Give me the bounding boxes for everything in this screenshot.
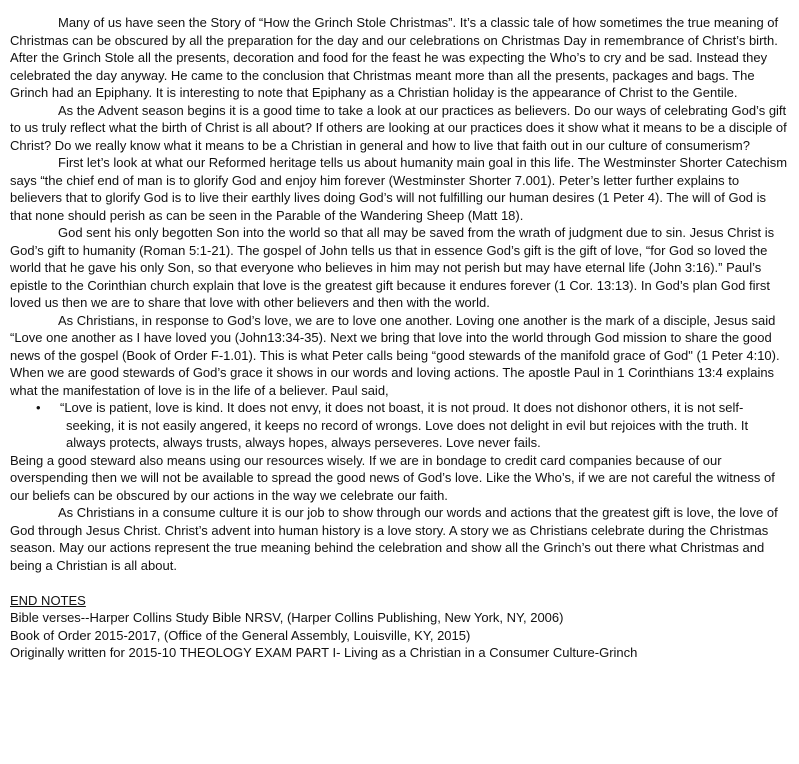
section-spacer [10,574,790,592]
paragraph-love-one-another: As Christians, in response to God’s love, we are to love one another. Loving one another is the mark of a disciple, Jesus said “Love one another as I have loved you (John13:34-35). Next we bring that love into the world through God mission to share the good news of the gospel (Book of Order F-1.01). This is what Peter calls being “good stewards of the manifold grace of God" (1 Peter 4:10). When we are good stewards of God’s grace it shows in our words and loving actions. The apostle Paul in 1 Corinthians 13:4 explains what the manifestation of love is in the life of a believer. Paul said, [10,312,780,398]
paragraph-reformed-heritage: First let’s look at what our Reformed heritage tells us about humanity main goal in this life. The Westminster Shorter Catechism says “the chief end of man is to glorify God and enjoy him forever (Westminster Shorter 7.001). Peter’s letter further explains to believers that to glorify God is to live their earthly lives doing God’s will not fulfilling our human desires (1 Peter 4). The will of God is that none should perish as can be seen in the Parable of the Wandering Sheep (Matt 18). [10,155,788,223]
bullet-quote-text: “Love is patient, love is kind. It does not envy, it does not boast, it is not proud. It does not dishonor others, it is not self-seeking, it is not easily angered, it keeps no record of wrongs. Love does not delight in evil but rejoices with the truth. It always protects, always trusts, always hopes, always perseveres. Love never fails. [60,400,749,450]
document-page [10,14,790,662]
paragraph-gods-gift: God sent his only begotten Son into the world so that all may be saved from the wrath of judgment due to sin. Jesus Christ is God’s gift to humanity (Roman 5:1-21). The gospel of John tells us that in essence God’s gift is the gift of love, “for God so loved the world that he gave his only Son, so that everyone who believes in him may not perish but may have eternal life (John 3:16).” Paul’s epistle to the Corinthian church explain that love is the greatest gift because it endures forever (1 Cor. 13:13). In God’s plan God first loved us then we are to share that love with other believers and then with the world. [10,225,775,310]
end-notes-heading: END NOTES [10,592,86,608]
bullet-icon: • [36,400,41,415]
paragraph-closing: As Christians in a consume culture it is our job to show through our words and actions that the greatest gift is love, the love of God through Jesus Christ. Christ’s advent into human history is a love story. A story we as Christians celebrate during the Christmas season. May our actions represent the true meaning behind the celebration and show all the Grinch’s out there what Christmas and being a Christian is all about. [10,505,778,573]
bullet-list-item [10,399,790,452]
paragraph-grinch-story: Many of us have seen the Story of “How the Grinch Stole Christmas”. It’s a classic tale of how sometimes the true meaning of Christmas can be obscured by all the preparation for the day and our celebrations on Christmas Day in remembrance of Christ’s birth. After the Grinch Stole all the presents, decoration and food for the feast he was expecting the Who’s to cry and be sad. Instead they celebrated the day anyway. He came to the conclusion that Christmas meant more than all the presents, packages and bags. The Grinch had an Epiphany. It is interesting to note that Epiphany as a Christian holiday is the appearance of Christ to the Gentile. [10,15,779,100]
paragraph-good-steward: Being a good steward also means using our resources wisely. If we are in bondage to credit card companies because of our overspending then we will not be available to spread the good news of God’s love. Like the Who’s, if we are not careful the witness of our beliefs can be obscured by our actions in the way we celebrate our faith. [10,452,775,503]
paragraph-advent-season: As the Advent season begins it is a good time to take a look at our practices as believers. Do our ways of celebrating God’s gift to us truly reflect what the birth of Christ is all about? If others are looking at our practices does it show what it means to be a disciple of Christ? Do we really know what it means to be a Christian in general and how to live that faith out in our culture of consumerism? [10,102,787,153]
end-note-line: Originally written for 2015-10 THEOLOGY EXAM PART I- Living as a Christian in a Consumer Culture-Grinch [10,645,638,660]
end-note-line: Book of Order 2015-2017, (Office of the General Assembly, Louisville, KY, 2015) [10,627,471,643]
end-note-line: Bible verses--Harper Collins Study Bible NRSV, (Harper Collins Publishing, New York, NY, 2006) [10,610,564,625]
